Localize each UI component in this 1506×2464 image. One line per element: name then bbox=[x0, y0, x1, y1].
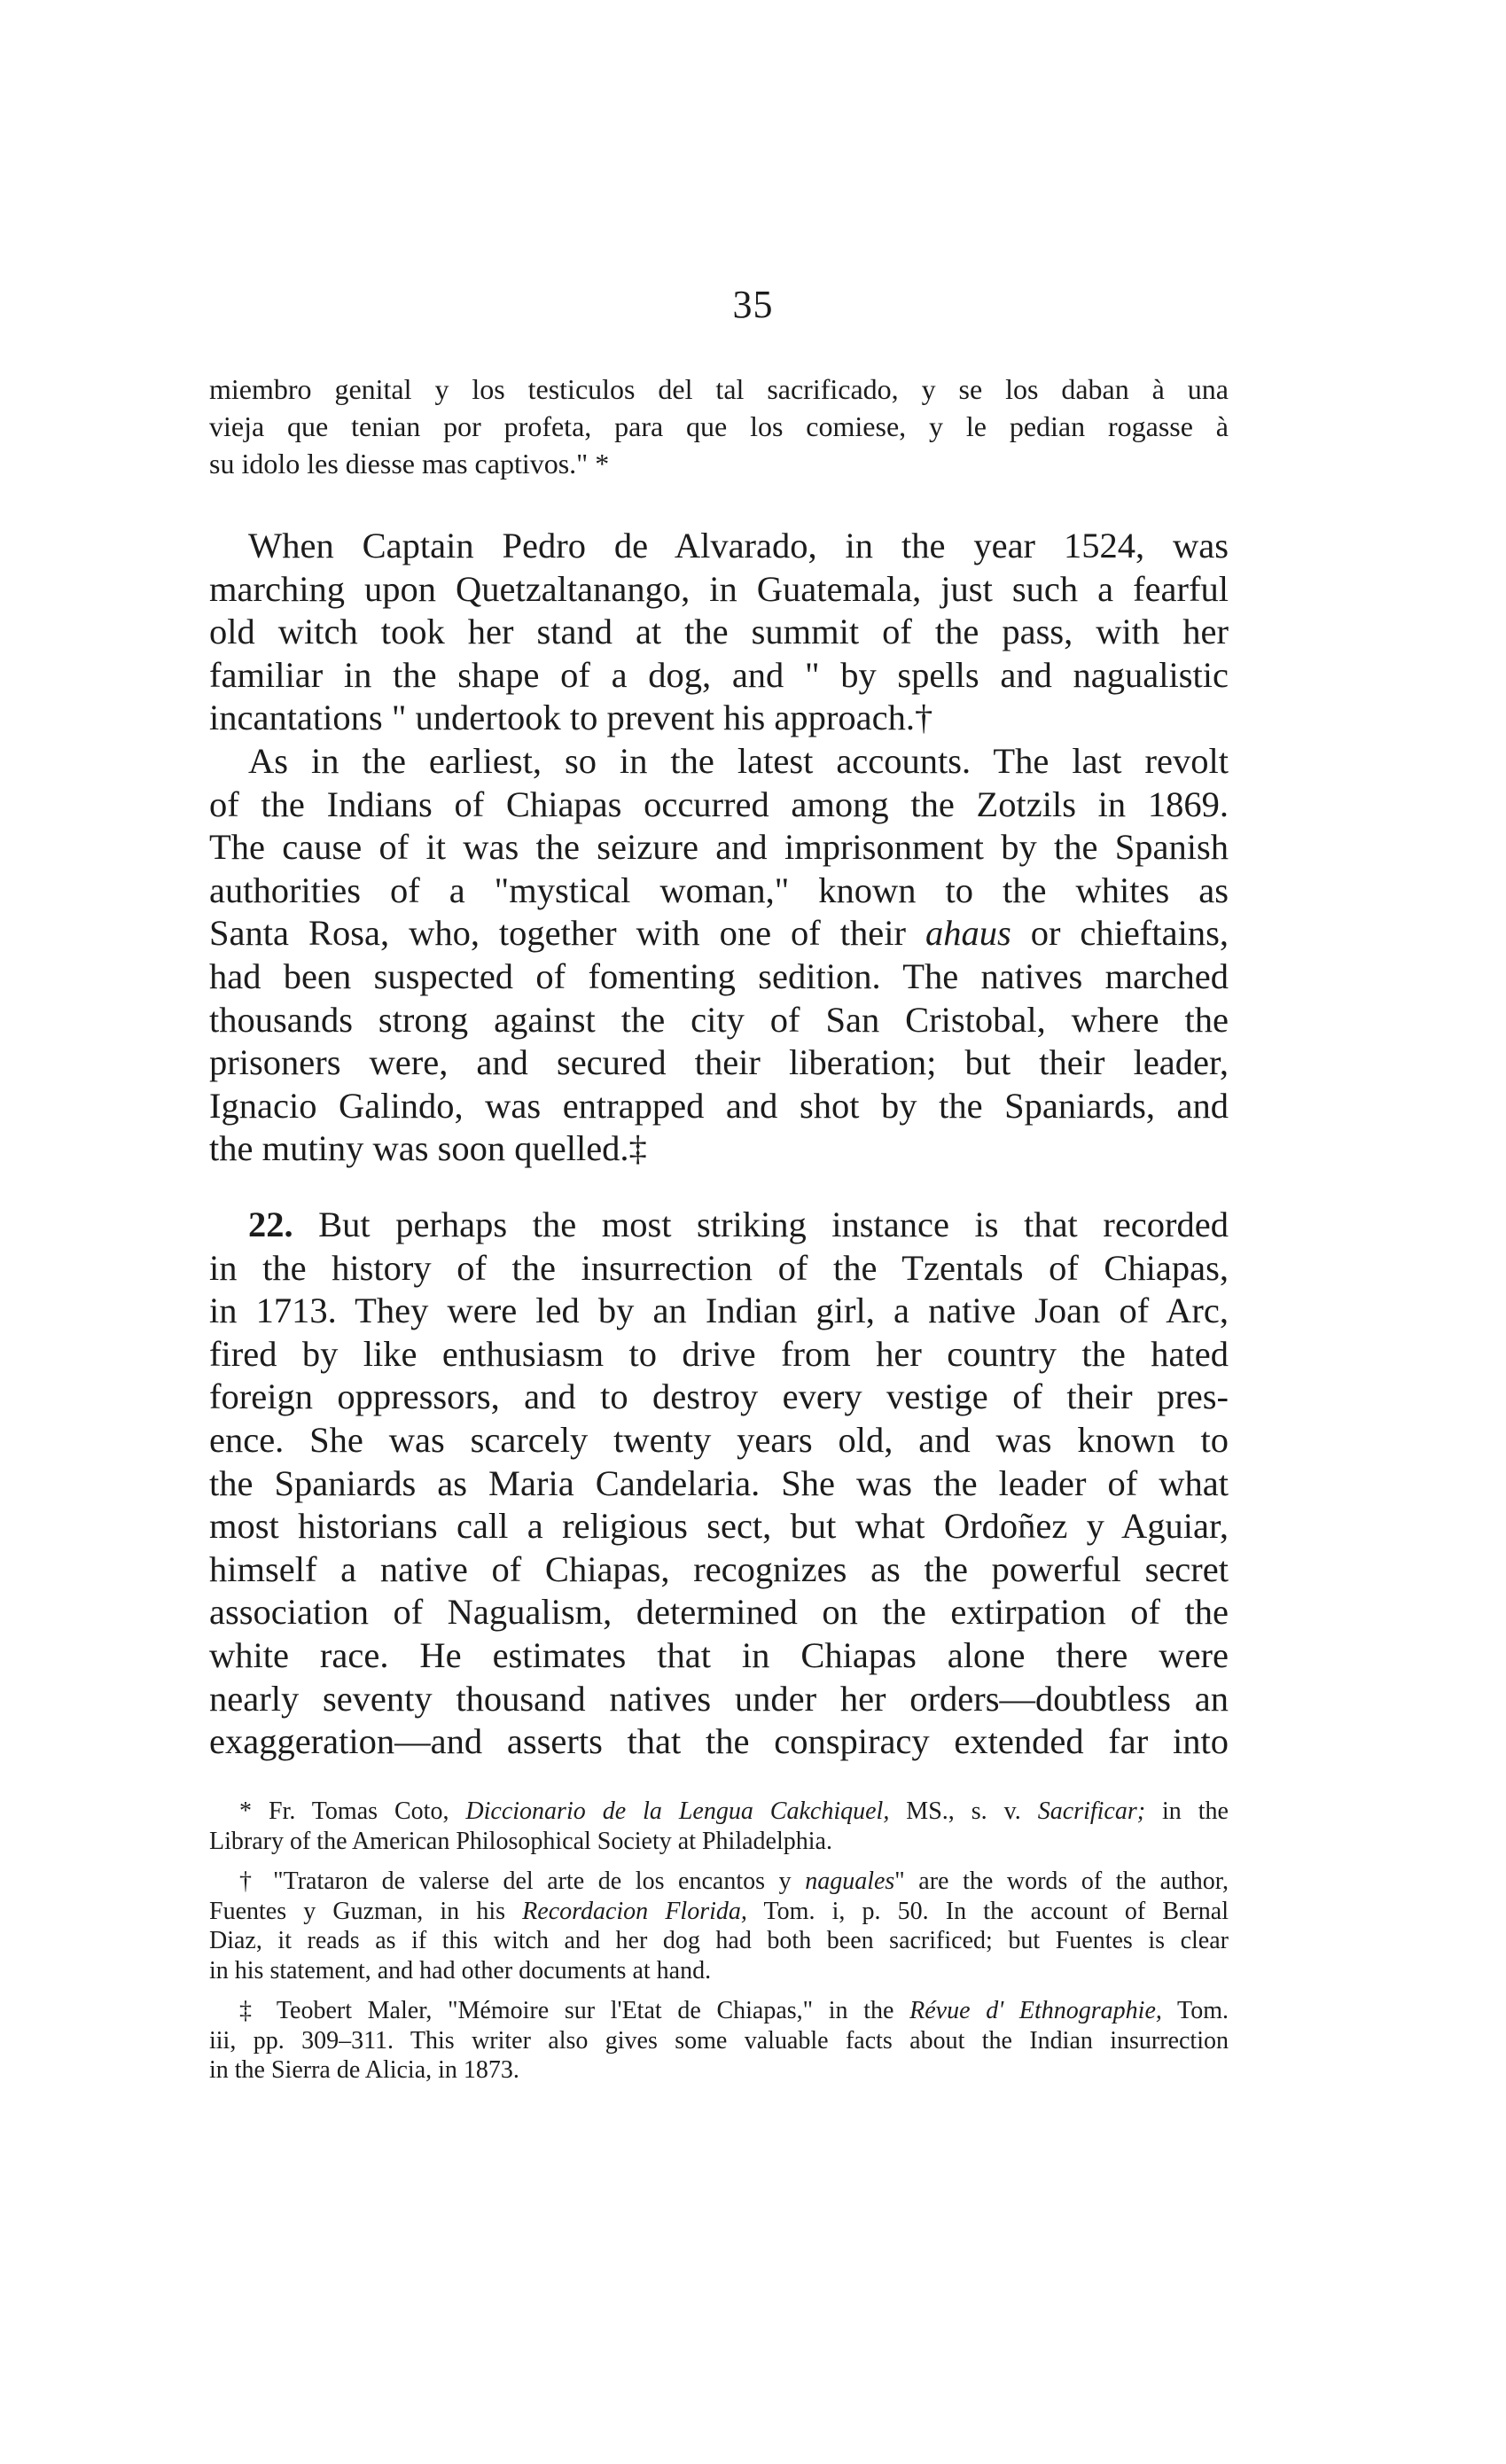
footnotes bbox=[209, 1797, 1229, 2096]
footnote-line bbox=[209, 1897, 1229, 1927]
text-run: Tom. bbox=[1161, 1997, 1229, 2024]
paragraph-line: association of Nagualism, determined on the extirpation of the bbox=[209, 1592, 1229, 1633]
italic-term: Sacrificar; bbox=[1037, 1797, 1146, 1825]
footnote-2 bbox=[209, 1867, 1229, 1985]
italic-term: naguales bbox=[805, 1867, 895, 1895]
footnote-line bbox=[209, 1996, 1229, 2026]
paragraph-line: in the history of the insurrection of the Tzentals of Chiapas, bbox=[209, 1247, 1229, 1288]
spanish-quote bbox=[209, 370, 1229, 482]
quote-line: su idolo les diesse mas captivos." * bbox=[209, 448, 610, 480]
footnote-line: in the Sierra de Alicia, in 1873. bbox=[209, 2056, 519, 2084]
paragraph-line: in 1713. They were led by an Indian girl, a native Joan of Arc, bbox=[209, 1290, 1229, 1331]
text-run: MS., s. v. bbox=[889, 1797, 1038, 1825]
footnote-line: Library of the American Philosophical Society at Philadelphia. bbox=[209, 1827, 832, 1855]
text-run: or chieftains, bbox=[1011, 913, 1229, 954]
section-22 bbox=[209, 1204, 1229, 1764]
italic-title: Révue d' Ethnographie, bbox=[909, 1997, 1162, 2024]
paragraph-line: of the Indians of Chiapas occurred among the Zotzils in 1869. bbox=[209, 784, 1229, 824]
footnote-1 bbox=[209, 1797, 1229, 1856]
paragraph-line: the mutiny was soon quelled.‡ bbox=[209, 1128, 647, 1169]
footnote-line bbox=[209, 1867, 1229, 1897]
text-run: But perhaps the most striking instance is that recorded bbox=[293, 1205, 1229, 1244]
quote-line: vieja que tenian por profeta, para que los comiese, y le pedian rogasse à bbox=[209, 410, 1229, 442]
paragraph-line: authorities of a "mystical woman," known to the whites as bbox=[209, 869, 1229, 910]
footnote-line: Diaz, it reads as if this witch and her dog had both been sacrificed; but Fuentes is clear bbox=[209, 1927, 1229, 1954]
paragraph-line: The cause of it was the seizure and imprisonment by the Spanish bbox=[209, 827, 1229, 868]
paragraph-line: marching upon Quetzaltanango, in Guatemala, just such a fearful bbox=[209, 568, 1229, 609]
paragraph-line: white race. He estimates that in Chiapas alone there were bbox=[209, 1634, 1229, 1675]
paragraph-line: himself a native of Chiapas, recognizes as the powerful secret bbox=[209, 1548, 1229, 1589]
paragraph-line bbox=[209, 912, 1229, 955]
paragraph-line: When Captain Pedro de Alvarado, in the year 1524, was bbox=[248, 526, 1229, 565]
text-run: † "Trataron de valerse del arte de los encantos y bbox=[239, 1867, 806, 1895]
italic-title: Recordacion Florida, bbox=[522, 1897, 747, 1925]
text-run: * Fr. Tomas Coto, bbox=[239, 1797, 466, 1825]
paragraph-line bbox=[209, 1204, 1229, 1247]
paragraph-line: ence. She was scarcely twenty years old, and was known to bbox=[209, 1419, 1229, 1460]
footnote-line: in his statement, and had other documents at hand. bbox=[209, 1956, 712, 1984]
text-run: in the bbox=[1145, 1797, 1229, 1825]
paragraph-line: incantations " undertook to prevent his approach.† bbox=[209, 698, 933, 738]
text-run: ‡ Teobert Maler, "Mémoire sur l'Etat de Chiapas," in the bbox=[239, 1997, 910, 2024]
paragraph-line: foreign oppressors, and to destroy every vestige of their pres- bbox=[209, 1376, 1229, 1417]
page-number: 35 bbox=[732, 283, 774, 326]
paragraph-line: nearly seventy thousand natives under her orders—doubtless an bbox=[209, 1678, 1229, 1719]
quote-line: miembro genital y los testiculos del tal sacrificado, y se los daban à una bbox=[209, 373, 1229, 405]
paragraph-line: As in the earliest, so in the latest accounts. The last revolt bbox=[248, 740, 1229, 781]
paragraph-line: old witch took her stand at the summit of the pass, with her bbox=[209, 612, 1229, 652]
text-run: " are the words of the author, bbox=[894, 1867, 1229, 1895]
paragraph-line: the Spaniards as Maria Candelaria. She was the leader of what bbox=[209, 1462, 1229, 1503]
paragraph-line: most historians call a religious sect, but what Ordoñez y Aguiar, bbox=[209, 1506, 1229, 1547]
footnote-line bbox=[209, 1797, 1229, 1827]
paragraph-line: had been suspected of fomenting sedition. The natives marched bbox=[209, 955, 1229, 996]
italic-term: ahaus bbox=[925, 913, 1011, 954]
text-run: Fuentes y Guzman, in his bbox=[209, 1897, 523, 1925]
italic-title: Diccionario de la Lengua Cakchiquel, bbox=[465, 1797, 890, 1825]
paragraph-line: familiar in the shape of a dog, and " by spells and nagualistic bbox=[209, 654, 1229, 695]
body-text bbox=[209, 525, 1229, 1171]
paragraph-line: fired by like enthusiasm to drive from her country the hated bbox=[209, 1333, 1229, 1374]
paragraph-line: exaggeration—and asserts that the conspiracy extended far into bbox=[209, 1721, 1229, 1762]
paragraph-line: prisoners were, and secured their liberation; but their leader, bbox=[209, 1042, 1229, 1083]
text-run: Tom. i, p. 50. In the account of Bernal bbox=[746, 1897, 1229, 1925]
section-number: 22. bbox=[248, 1205, 293, 1244]
footnote-line: iii, pp. 309–311. This writer also gives some valuable facts about the Indian insurrection bbox=[209, 2026, 1229, 2055]
footnote-3 bbox=[209, 1996, 1229, 2086]
text-run: Santa Rosa, who, together with one of their bbox=[209, 913, 925, 954]
paragraph-line: Ignacio Galindo, was entrapped and shot by the Spaniards, and bbox=[209, 1085, 1229, 1126]
paragraph-line: thousands strong against the city of San Cristobal, where the bbox=[209, 999, 1229, 1040]
